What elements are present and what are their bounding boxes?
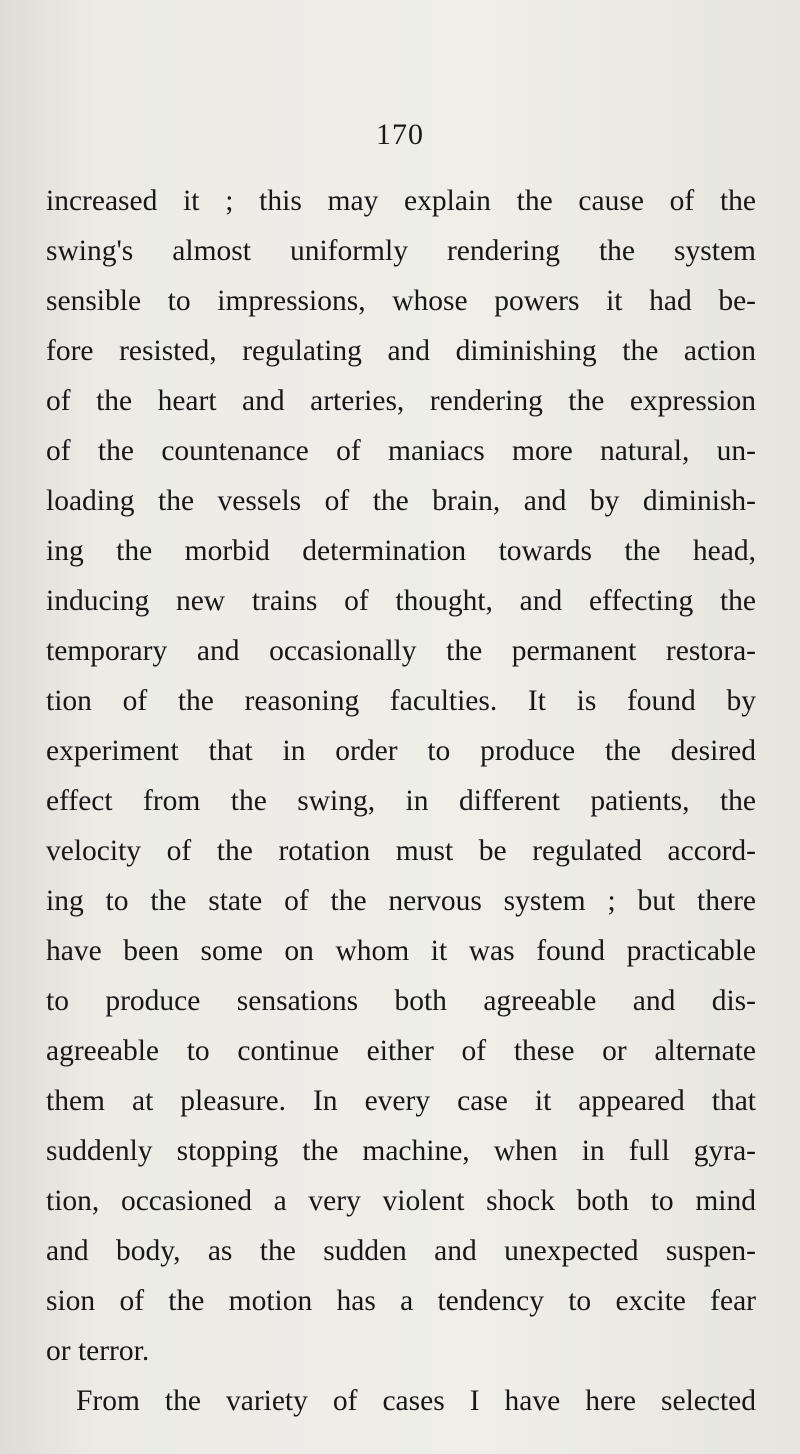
text-line: From the variety of cases I have here selected <box>76 1385 756 1417</box>
text-line: velocity of the rotation must be regulated accord- <box>46 835 756 867</box>
text-line: inducing new trains of thought, and effecting the <box>46 585 756 617</box>
text-line: and body, as the sudden and unexpected suspen- <box>46 1235 756 1267</box>
text-line: agreeable to continue either of these or alternate <box>46 1035 756 1067</box>
text-line: fore resisted, regulating and diminishing the action <box>46 335 756 367</box>
text-line: have been some on whom it was found practicable <box>46 935 756 967</box>
text-line: ing the morbid determination towards the head, <box>46 535 756 567</box>
text-line: sensible to impressions, whose powers it had be- <box>46 285 756 317</box>
paragraph-1 <box>46 176 756 1376</box>
text-line: swing's almost uniformly rendering the system <box>46 235 756 267</box>
text-line: temporary and occasionally the permanent restora- <box>46 635 756 667</box>
text-line: effect from the swing, in different patients, the <box>46 785 756 817</box>
page-number: 170 <box>376 118 424 151</box>
text-line: sion of the motion has a tendency to excite fear <box>46 1285 756 1317</box>
text-line: experiment that in order to produce the desired <box>46 735 756 767</box>
text-line: to produce sensations both agreeable and dis- <box>46 985 756 1017</box>
text-line: ing to the state of the nervous system ; but there <box>46 885 756 917</box>
text-line: loading the vessels of the brain, and by diminish- <box>46 485 756 517</box>
body-text <box>46 176 756 1426</box>
text-line: tion, occasioned a very violent shock both to mind <box>46 1185 756 1217</box>
text-line: increased it ; this may explain the cause of the <box>46 185 756 217</box>
text-line: tion of the reasoning faculties. It is found by <box>46 685 756 717</box>
text-line: of the heart and arteries, rendering the expression <box>46 385 756 417</box>
paragraph-2 <box>46 1376 756 1426</box>
text-line: or terror. <box>46 1335 150 1367</box>
text-line: them at pleasure. In every case it appeared that <box>46 1085 756 1117</box>
text-line: suddenly stopping the machine, when in full gyra- <box>46 1135 756 1167</box>
text-line: of the countenance of maniacs more natural, un- <box>46 435 756 467</box>
